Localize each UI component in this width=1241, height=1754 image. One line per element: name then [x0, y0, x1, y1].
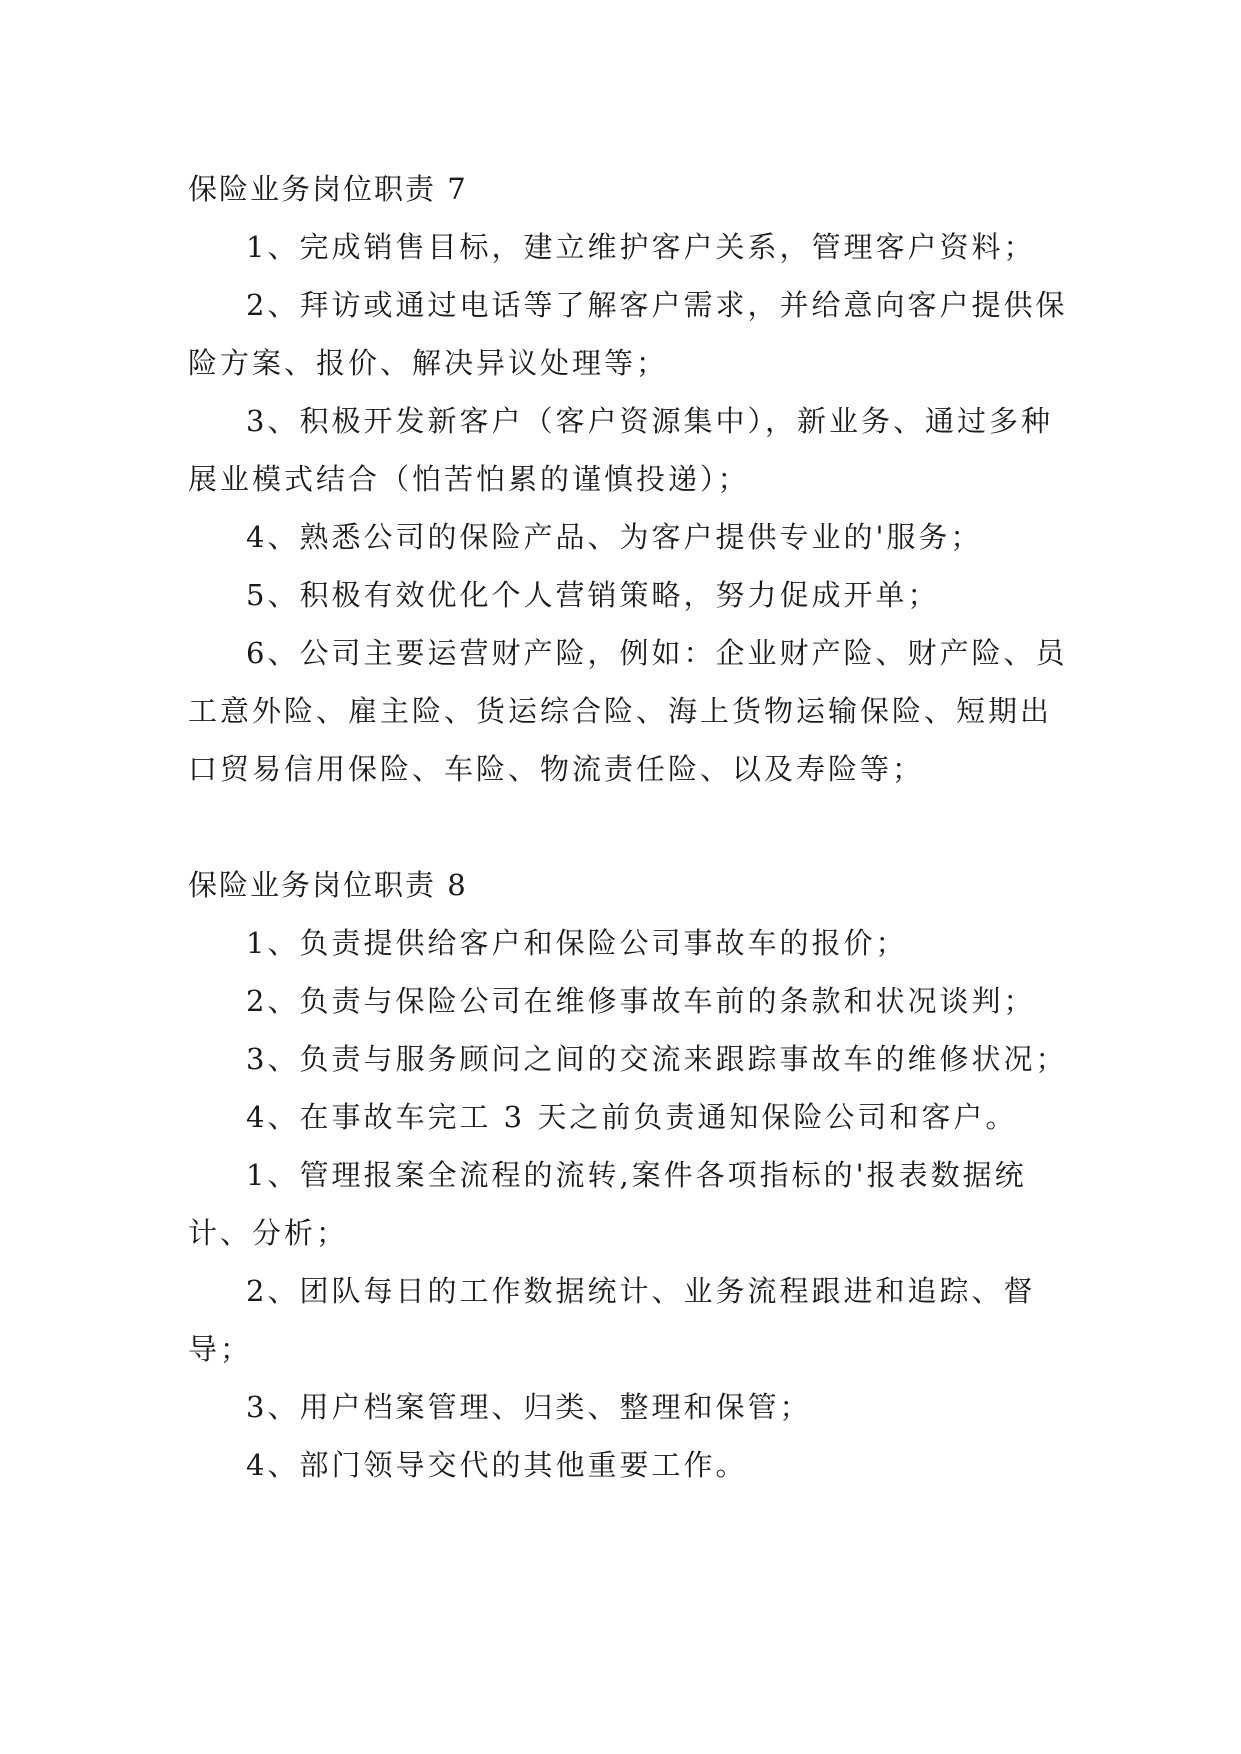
paragraph: 6、公司主要运营财产险，例如：企业财产险、财产险、员工意外险、雇主险、货运综合险、海上货物运输保险、短期出口贸易信用保险、车险、物流责任险、以及寿险等；	[188, 636, 1068, 786]
paragraph: 3、负责与服务顾问之间的交流来跟踪事故车的维修状况；	[246, 1042, 1068, 1076]
paragraph: 5、积极有效优化个人营销策略，努力促成开单；	[246, 578, 940, 612]
paragraph: 4、部门领导交代的其他重要工作。	[246, 1448, 748, 1482]
paragraph: 4、在事故车完工 3 天之前负责通知保险公司和客户。	[246, 1100, 1018, 1134]
paragraph: 4、熟悉公司的保险产品、为客户提供专业的'服务；	[246, 520, 983, 554]
paragraph: 2、拜访或通过电话等了解客户需求，并给意向客户提供保险方案、报价、解决异议处理等；	[188, 288, 1068, 380]
paragraph: 3、积极开发新客户（客户资源集中），新业务、通过多种展业模式结合（怕苦怕累的谨慎投递）；	[188, 404, 1053, 496]
section-title: 保险业务岗位职责 7	[188, 172, 468, 206]
paragraph: 2、团队每日的工作数据统计、业务流程跟进和追踪、督导；	[188, 1274, 1036, 1366]
paragraph: 1、完成销售目标，建立维护客户关系，管理客户资料；	[246, 230, 1036, 264]
paragraph: 3、用户档案管理、归类、整理和保管；	[246, 1390, 812, 1424]
document-body	[188, 160, 1068, 1494]
section-title: 保险业务岗位职责 8	[188, 868, 468, 902]
section-spacer	[188, 798, 1068, 856]
paragraph: 2、负责与保险公司在维修事故车前的条款和状况谈判；	[246, 984, 1036, 1018]
paragraph: 1、负责提供给客户和保险公司事故车的报价；	[246, 926, 908, 960]
paragraph: 1、管理报案全流程的流转,案件各项指标的'报表数据统计、分析；	[188, 1158, 1027, 1250]
